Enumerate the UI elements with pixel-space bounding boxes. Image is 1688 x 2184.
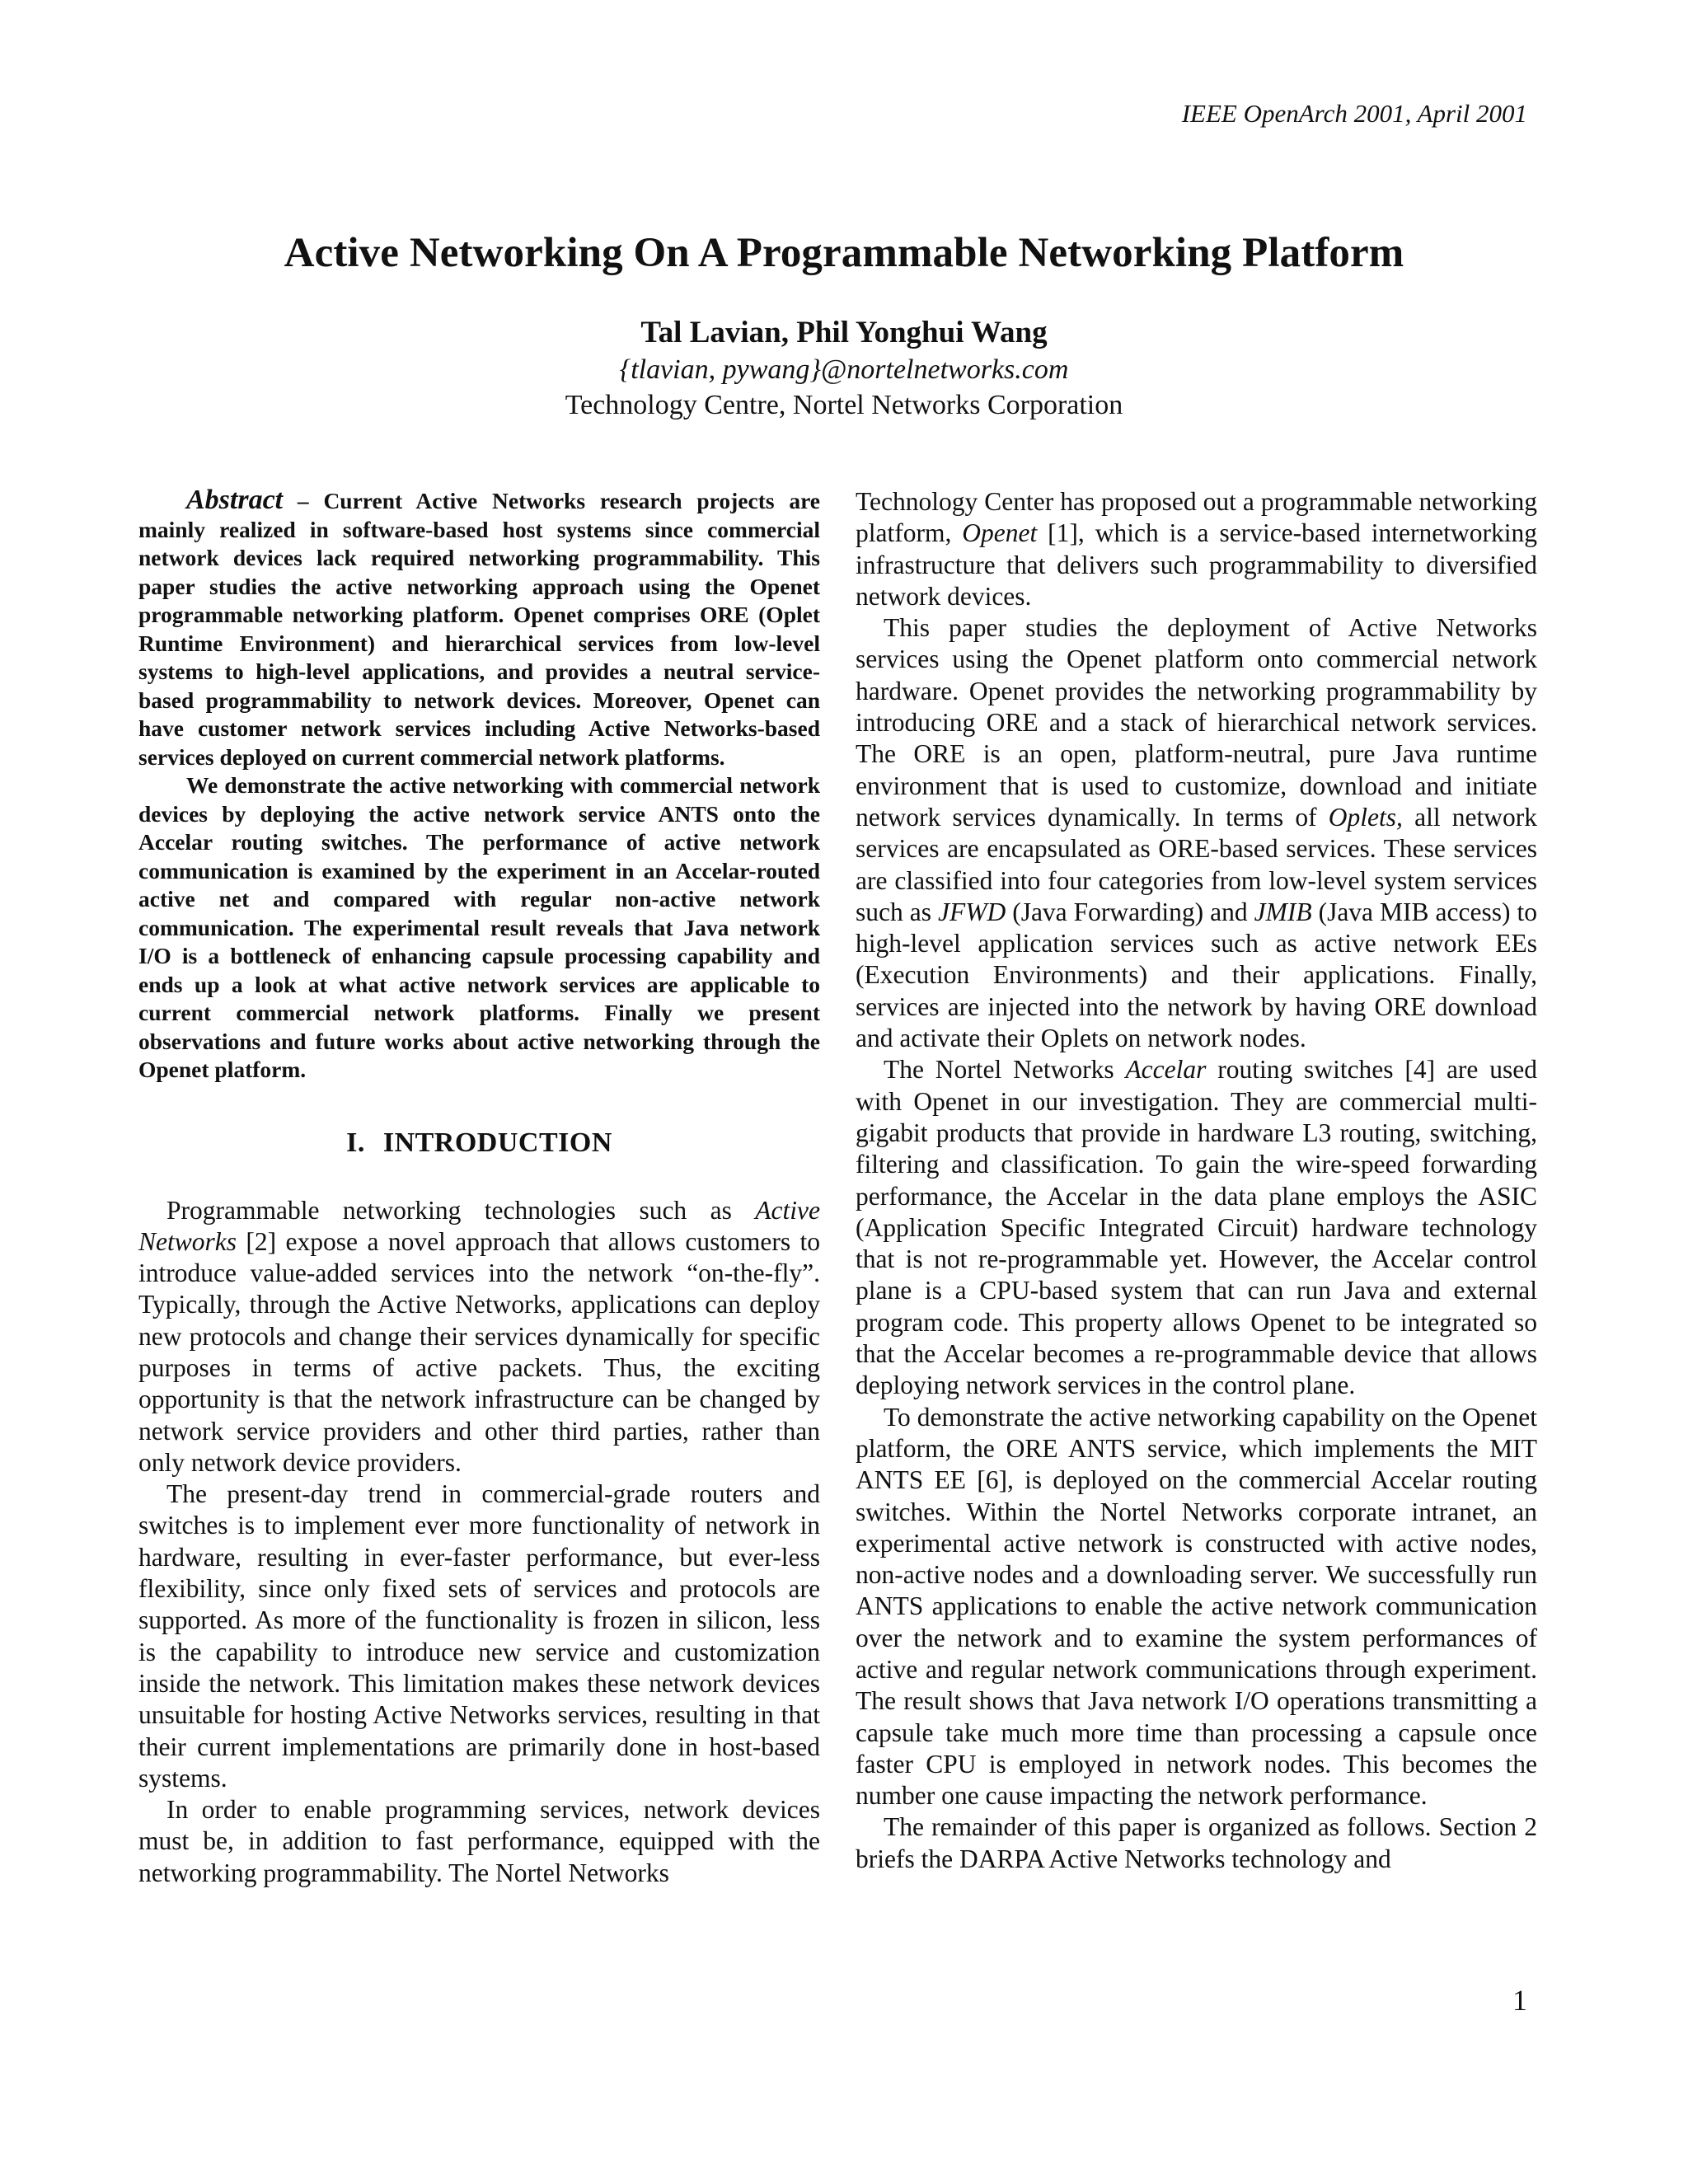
intro-p1-text: Programmable networking technologies such as <box>166 1195 756 1225</box>
abstract-text-1: Current Active Networks research projects are mainly realized in software-based host systems since commercial network devices lack required networking programmability. This paper studies the active networking approach using the Openet programmable networking platform. Openet comprises ORE (Oplet Runtime Environment) and hierarchical services from low-level systems to high-level applications, and provides a neutral service-based programmability to network devices. Moreover, Openet can have customer network services including Active Networks-based services deployed on current commercial network platforms. <box>138 488 821 770</box>
right-p3-emphasis: Accelar <box>1125 1055 1207 1085</box>
abstract-dash: – <box>283 488 324 513</box>
right-paragraph-3 <box>856 1054 1537 1401</box>
section-number: I. <box>346 1127 365 1158</box>
section-title: INTRODUCTION <box>382 1127 612 1158</box>
intro-paragraph-2: The present-day trend in commercial-grade routers and switches is to implement ever more functionality of network in hardware, resulting in ever-faster performance, but ever-less flexibility, since only fixed sets of services and protocols are supported. As more of the functionality is frozen in silicon, less is the capability to introduce new service and customization inside the network. This limitation makes these network devices unsuitable for hosting Active Networks services, resulting in that their current implementations are primarily done in host-based systems. <box>138 1479 820 1793</box>
right-p2-text-d: (Java MIB access) to high-level application services such as active network EEs (Execution Environments) and their applications. Finally, services are injected into the network by having ORE download and activate their Oplets on network nodes. <box>856 897 1537 1053</box>
right-p2-text-a: This paper studies the deployment of Active Networks services using the Openet platform onto commercial network hardware. Openet provides the networking programmability by introducing ORE and a stack of hierarchical network services. The ORE is an open, platform-neutral, pure Java runtime environment that is used to customize, download and initiate network services dynamically. In terms of <box>856 613 1537 832</box>
right-p2-emphasis-1: Oplets, <box>1328 802 1403 832</box>
right-paragraph-1 <box>856 486 1537 612</box>
abstract-paragraph-1 <box>138 486 820 771</box>
author-affiliation: Technology Centre, Nortel Networks Corporation <box>565 390 1123 420</box>
paper-authors: Tal Lavian, Phil Yonghui Wang <box>640 316 1048 349</box>
right-p3-text-a: The Nortel Networks <box>884 1055 1126 1085</box>
right-column <box>856 486 1537 1875</box>
intro-paragraph-1 <box>138 1195 820 1479</box>
right-p1-text-cont: [1], which is a service-based internetworking infrastructure that delivers such programmability to diversified network devices. <box>856 518 1537 611</box>
right-p1-emphasis: Openet <box>962 518 1038 548</box>
right-paragraph-4: To demonstrate the active networking capability on the Openet platform, the ORE ANTS service, which implements the MIT ANTS EE [6], is deployed on the commercial Accelar routing switches. Within the Nortel Networks corporate intranet, an experimental active network is constructed with active nodes, non-active nodes and a downloading server. We successfully run ANTS applications to enable the active network communication over the network and to examine the system performances of active and regular network communications through experiment. The result shows that Java network I/O operations transmitting a capsule take much more time than processing a capsule once faster CPU is employed in network nodes. This becomes the number one cause impacting the network performance. <box>856 1402 1537 1811</box>
abstract <box>138 486 820 1085</box>
right-p3-text-b: routing switches [4] are used with Openet in our investigation. They are commercial multi-gigabit products that provide in hardware L3 routing, switching, filtering and classification. To gain the wire-speed forwarding performance, the Accelar in the data plane employs the ASIC (Application Specific Integrated Circuit) hardware technology that is not re-programmable yet. However, the Accelar control plane is a CPU-based system that can run Java and external program code. This property allows Openet to be integrated so that the Accelar becomes a re-programmable device that allows deploying network services in the control plane. <box>856 1055 1537 1400</box>
section-heading-introduction <box>138 1127 820 1159</box>
left-column <box>138 486 820 1889</box>
right-p2-text-b: all network services are encapsulated as ORE-based services. These services are classified into four categories from low-level system services such as <box>856 802 1537 926</box>
paper-title: Active Networking On A Programmable Networking Platform <box>284 230 1404 276</box>
introduction-text <box>138 1195 820 1890</box>
intro-paragraph-3: In order to enable programming services, network devices must be, in addition to fast performance, equipped with the networking programmability. The Nortel Networks <box>138 1795 820 1887</box>
page-number: 1 <box>1512 1984 1527 2017</box>
abstract-label: Abstract <box>186 485 284 515</box>
right-p1-text: Technology Center has proposed out a programmable networking platform, <box>856 487 1537 548</box>
right-p2-emphasis-2: JFWD <box>937 897 1006 926</box>
abstract-paragraph-2: We demonstrate the active networking with commercial network devices by deploying the active network service ANTS onto the Accelar routing switches. The performance of active network communication is examined by the experiment in an Accelar-routed active net and compared with regular non-active network communication. The experimental result reveals that Java network I/O is a bottleneck of enhancing capsule processing capability and ends up a look at what active network services are applicable to current commercial network platforms. Finally we present observations and future works about active networking through the Openet platform. <box>138 772 820 1082</box>
intro-p1-text-cont: [2] expose a novel approach that allows customers to introduce value-added services into the network “on-the-fly”. Typically, through the Active Networks, applications can deploy new protocols and change their services dynamically for specific purposes in terms of active packets. Thus, the exciting opportunity is that the network infrastructure can be changed by network service providers and other third parties, rather than only network device providers. <box>138 1226 820 1477</box>
right-paragraph-5: The remainder of this paper is organized as follows. Section 2 briefs the DARPA Active Networks technology and <box>856 1812 1537 1873</box>
right-p2-emphasis-3: JMIB <box>1254 897 1312 926</box>
right-p2-text-c: (Java Forwarding) and <box>1006 897 1254 926</box>
intro-p1-emphasis: Active Networks <box>138 1195 820 1256</box>
author-email: {tlavian, pywang}@nortelnetworks.com <box>619 354 1069 385</box>
conference-header: IEEE OpenArch 2001, April 2001 <box>1181 99 1527 128</box>
right-paragraph-2 <box>856 612 1537 1054</box>
